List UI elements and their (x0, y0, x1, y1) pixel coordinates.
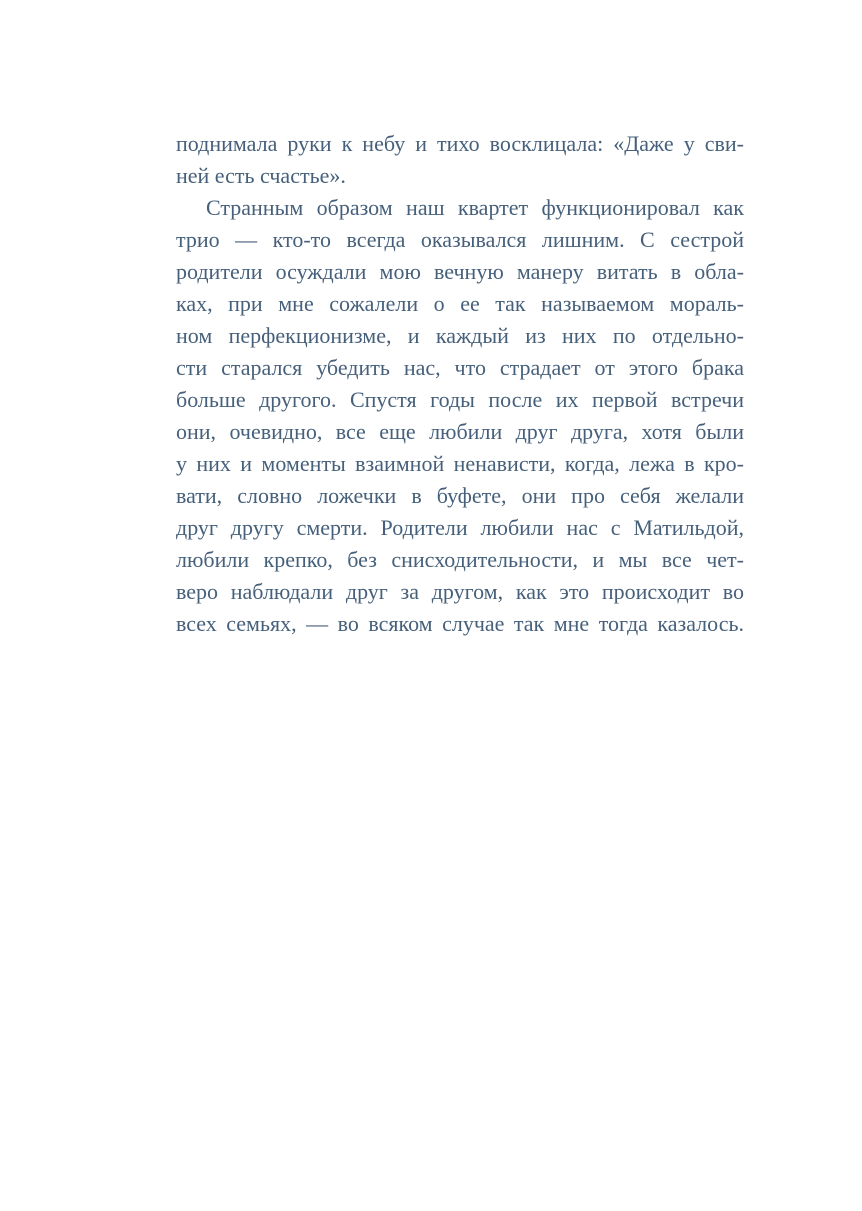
text-line: сти старался убедить нас, что страдает от этого брака (176, 355, 744, 380)
text-line: Странным образом наш квартет функционировал как (206, 195, 744, 220)
text-block (176, 128, 744, 640)
text-line: ней есть счастье». (176, 163, 346, 188)
text-line: поднимала руки к небу и тихо восклицала: «Даже у сви- (176, 131, 744, 156)
text-line: больше другого. Спустя годы после их первой встречи (176, 387, 744, 412)
text-line: всех семьях, — во всяком случае так мне тогда казалось. (176, 611, 744, 636)
text-line: трио — кто-то всегда оказывался лишним. С сестрой (176, 227, 744, 252)
text-line: родители осуждали мою вечную манеру витать в обла- (176, 259, 744, 284)
text-line: любили крепко, без снисходительности, и мы все чет- (176, 547, 744, 572)
text-line: вати, словно ложечки в буфете, они про себя желали (176, 483, 744, 508)
text-line: у них и моменты взаимной ненависти, когда, лежа в кро- (176, 451, 744, 476)
text-line: ном перфекционизме, и каждый из них по отдельно- (176, 323, 744, 348)
text-line: друг другу смерти. Родители любили нас с Матильдой, (176, 515, 744, 540)
text-line: ках, при мне сожалели о ее так называемом мораль- (176, 291, 744, 316)
text-line: веро наблюдали друг за другом, как это происходит во (176, 579, 744, 604)
text-line: они, очевидно, все еще любили друг друга, хотя были (176, 419, 744, 444)
